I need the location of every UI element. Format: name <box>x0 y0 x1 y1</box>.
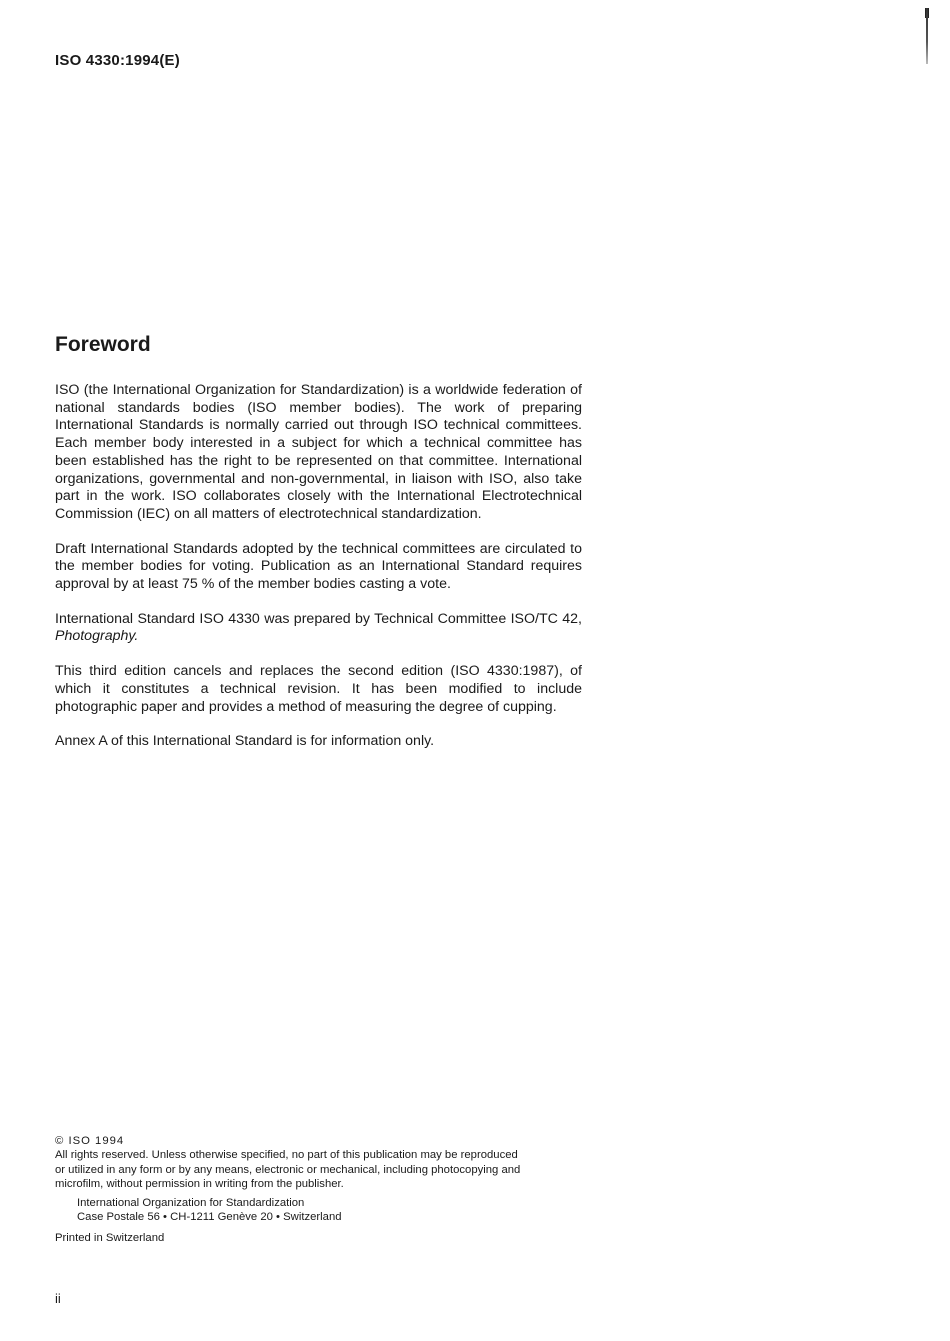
paragraph-edition: This third edition cancels and replaces the second edition (ISO 4330:1987), of which it constitutes a technical revision. It has been modified to include photographic paper and provides a method of measuring the degree of cupping. <box>55 663 582 715</box>
rights-line: or utilized in any form or by any means, electronic or mechanical, including photocopying and <box>55 1163 521 1176</box>
scan-edge-mark-line <box>926 8 928 64</box>
document-reference: ISO 4330:1994(E) <box>55 52 180 69</box>
copyright-block <box>55 1134 590 1246</box>
paragraph-draft-standards: Draft International Standards adopted by the technical committees are circulated to the member bodies for voting. Publication as an International Standard requires approval by at least 75 % of the member bodies casting a vote. <box>55 540 582 593</box>
address-line: International Organization for Standardization <box>77 1196 305 1209</box>
committee-text: International Standard ISO 4330 was prepared by Technical Committee ISO/TC 42, <box>55 610 582 627</box>
paragraph-committee <box>55 611 582 646</box>
page-number: ii <box>55 1291 61 1306</box>
rights-line: microfilm, without permission in writing from the publisher. <box>55 1178 344 1191</box>
committee-name: Photography. <box>55 628 139 645</box>
foreword-title: Foreword <box>55 333 151 356</box>
address-line: Case Postale 56 • CH-1211 Genève 20 • Switzerland <box>77 1211 342 1224</box>
paragraph-annex: Annex A of this International Standard is for information only. <box>55 733 435 750</box>
paragraph-iso-intro: ISO (the International Organization for Standardization) is a worldwide federation of national standards bodies (ISO member bodies). The work of preparing International Standards is normally carried out through ISO technical committees. Each member body interested in a subject for which a technical committee has been established has the right to be represented on that committee. International organizations, governmental and non-governmental, in liaison with ISO, also take part in the work. ISO collaborates closely with the International Electrotechnical Commission (IEC) on all matters of electrotechnical standardization. <box>55 382 582 522</box>
printed-in: Printed in Switzerland <box>55 1232 165 1245</box>
foreword-body <box>55 382 582 768</box>
rights-line: All rights reserved. Unless otherwise specified, no part of this publication may be reproduced <box>55 1149 518 1162</box>
copyright-notice: © ISO 1994 <box>55 1135 125 1147</box>
